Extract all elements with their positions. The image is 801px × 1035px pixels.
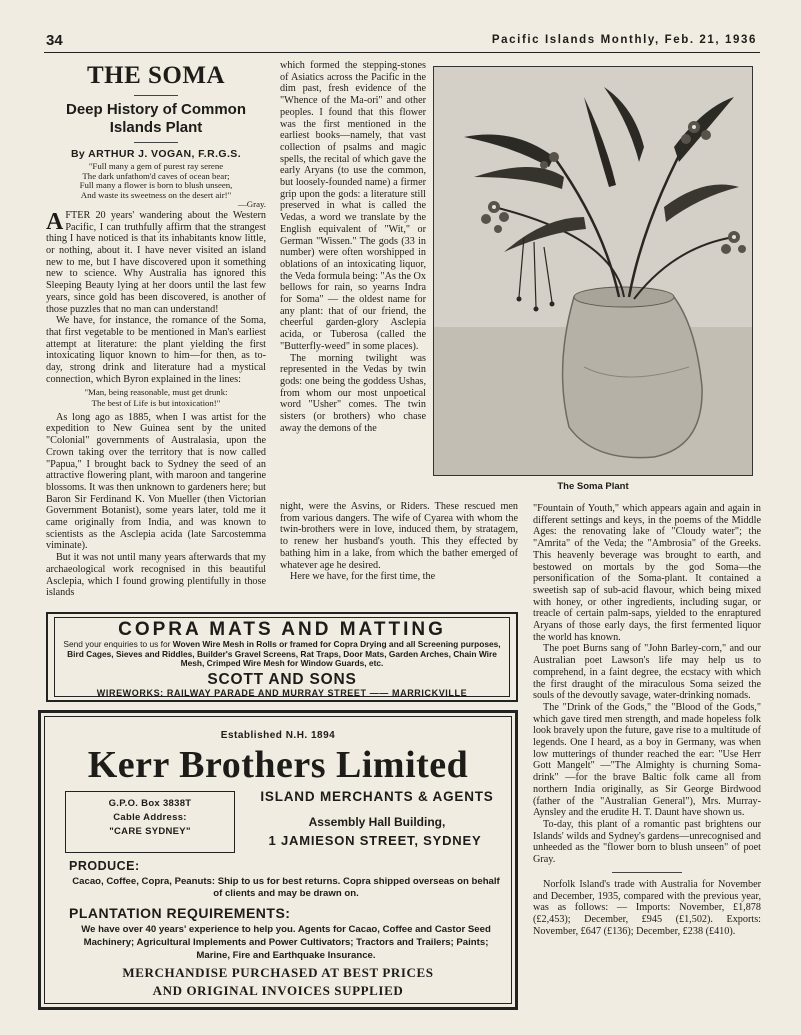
article-column-2 <box>280 60 426 500</box>
kerr-company-name: Kerr Brothers Limited <box>87 744 469 786</box>
copra-mats-advertisement <box>46 612 518 702</box>
kerr-plantation-heading: PLANTATION REQUIREMENTS: <box>69 905 291 921</box>
kerr-po-box: G.P.O. Box 3838T <box>108 798 192 809</box>
byron-quote-line: "Man, being reasonable, must get drunk: <box>84 386 228 397</box>
copra-ad-company: SCOTT AND SONS <box>207 670 357 688</box>
kerr-tagline: ISLAND MERCHANTS & AGENTS <box>260 789 494 804</box>
drop-cap: A <box>46 208 64 235</box>
kerr-contact-box <box>65 791 235 853</box>
section-divider <box>612 872 682 873</box>
epigraph-line: And waste its sweetness on the desert air!" <box>80 189 232 200</box>
article-title: THE SOMA <box>86 62 226 89</box>
article-paragraph <box>46 210 266 315</box>
article-paragraph: As long ago as 1885, when I was artist for the expedition to New Guinea sent by the united "Colonial" governments of Australasia, upon the Crown taking over the territory that is now called "Papua," I brought back to Sydney the seed of an attractive flowering plant, with maroon and tangerine blossoms. It was then unknown to gardeners here; but Baron Sir Ferdinand K. Von Mueller (then Victorian Government Botanist), some years later, told me it came originally from India, and was known to scientists as the Asclepia acida (late Sarcostemma viminate). <box>46 411 266 552</box>
article-column-1 <box>46 60 266 605</box>
article-paragraph: which formed the stepping-stones of Asiatics across the Pacific in the dim past, fresh evidence of the "Whence of the Ma-ori" and other peoples. I found that this flower was the first mentioned in the earliest books—namely, that vast collection of psalms and magic spells, the recital of which gave the early Aryans (to use the common, but loosely-founded name) a firmer grip upon the gods: a literature still preserved in what is called the Vedas, a word we translate by the English equivalent of "Wit," or German "Wissen." The gods (33 in number) were often worshipped in oblations of an intoxicating liquor, the Veda formula being: "As the Ox bellows for rain, so yearns Indra for Soma" — the oldest name for any plant: that of our friend, the cheerful garden-glory Asclepia acida, or Tuberosa (called the "Butterfly-weed" in some places). <box>280 60 426 352</box>
byron-quote-line: The best of Life is but intoxication!" <box>91 398 221 409</box>
kerr-street: 1 JAMIESON STREET, SYDNEY <box>268 833 482 848</box>
article-paragraph: "Fountain of Youth," which appears again and again in different settings and keys, in the poems of the Middle Ages: the renovating lake of "Cloudy water"; the "Amrita" of the Veda; the "Ambrosia" of the Greeks. This heavenly beverage was brought to earth, and bestowed on mortals by the god Soma—the personification of the Soma-plant. It contained a sweetish sap of sub-acid flavour, which being mixed with honey, or other ingredients, including sugar, or treacle of certain palm-saps, yielded to the enraptured Aryans of those early days, the first fermented liquor the world has known. <box>533 503 761 643</box>
copra-ad-title: COPRA MATS AND MATTING <box>118 619 446 640</box>
publication-title: Pacific Islands Monthly, Feb. 21, 1936 <box>491 34 757 46</box>
copra-ad-products: Woven Wire Mesh in Rolls or framed for Copra Drying and all Screening purposes, Bird Cages, Sieves and Riddles, Builder's Gravel Screens, Rat Traps, Door Mats, Garden Arches, Chain Wire Mesh, Crimped Wire Mesh for Window Guards, etc. <box>67 639 501 669</box>
epigraph-line: Full many a flower is born to blush unseen, <box>79 180 233 191</box>
article-paragraph: To-day, this plant of a romantic past brightens our Islands' wilds and Sydney's gardens—unrecognised and unheeded as the "flower born to blush unseen" of poet Gray. <box>533 818 761 866</box>
kerr-cable-label: Cable Address: <box>113 812 187 823</box>
photo-caption: The Soma Plant <box>557 481 629 492</box>
epigraph-attribution: —Gray. <box>237 199 266 210</box>
header-rule <box>44 52 760 53</box>
subtitle-divider <box>134 142 178 143</box>
norfolk-trade-note: Norfolk Island's trade with Australia for November and December, 1935, compared with the previous year, was as follows: — Imports: November, £1,878 (£2,453); December, £945 (£1,502). Exports: November, £647 (£136); December, £238 (£410). <box>533 878 761 937</box>
epigraph-line: "Full many a gem of purest ray serene <box>88 161 224 171</box>
kerr-produce-heading: PRODUCE: <box>69 859 140 873</box>
plant-illustration <box>434 67 753 476</box>
article-paragraph: But it was not until many years afterwards that my archaeological work recognised in this beautiful Asclepia, which I found growing plentifully in those islands <box>46 552 266 599</box>
article-paragraph: night, were the Asvins, or Riders. These rescued men from various dangers. The wife of Cyarea with whom the twin-brothers were in love, induced them, by stratagem, to renew her husband's youth. This they effected by bathing him in a lake, from which the bather emerged of whatever age he desired. <box>280 501 518 571</box>
article-paragraph: Here we have, for the first time, the <box>290 571 436 583</box>
kerr-cable-address: "CARE SYDNEY" <box>109 826 191 837</box>
article-subtitle: Deep History of Common Islands Plant <box>65 101 246 136</box>
paragraph-text: FTER 20 years' wandering about the Western Pacific, I can truthfully affirm that the strangest thing I have noticed is that its inhabitants know little, or nothing, about it. I have never visited an island new to me, but I have discovered upon it something new to science. Why Australia has ignored this Sleeping Beauty lying at her doors until the last few years, since gold has been discovered, is another of those puzzles that no man can understand! <box>46 209 266 315</box>
kerr-ad-inner <box>44 716 512 1004</box>
kerr-merchandise-line: AND ORIGINAL INVOICES SUPPLIED <box>152 983 404 998</box>
kerr-merchandise-line: MERCHANDISE PURCHASED AT BEST PRICES <box>122 965 434 980</box>
kerr-brothers-advertisement <box>38 710 518 1010</box>
article-column-3 <box>533 503 761 968</box>
article-byline: By ARTHUR J. VOGAN, F.R.G.S. <box>70 148 242 160</box>
copra-ad-intro: Send your enquiries to us for <box>63 639 171 649</box>
kerr-produce-text: Cacao, Coffee, Copra, Peanuts: Ship to us for best returns. Copra shipped overseas on behalf of clients and may be drawn on. <box>72 876 500 899</box>
article-paragraph: The morning twilight was represented in the Vedas by twin gods: one being the goddess Ushas, from whom our most unpoetical word "Usher" comes. The twin sisters (or brothers) who chase away the demons of the <box>280 352 426 434</box>
soma-plant-photo <box>433 66 753 476</box>
copra-ad-body <box>59 640 505 669</box>
title-divider <box>134 95 178 96</box>
page-number: 34 <box>46 32 63 49</box>
copra-ad-inner <box>54 617 510 697</box>
kerr-building: Assembly Hall Building, <box>308 815 446 829</box>
article-paragraph: The "Drink of the Gods," the "Blood of the Gods," which gave tired men strength, and made hopeless folk look bravely upon the future, gave rise to a multitude of legends. One I heard, as a boy in Germany, was when low mutterings of thunder reached the ear: "Use Herr Gott Mangelt" —"The Almighty is churning Soma-drink" —for the brave Baltic folk came all from northern India originally, as Sir George Birdwood (father of the "Australian General"), Mrs. Murray-Aynsley and the erudite H. T. Daunt have shown us. <box>533 701 761 819</box>
article-paragraph: We have, for instance, the romance of the Soma, that first vegetable to be mentioned in Man's earliest attempt at literature: the plant yielding the first intoxicating liquor known to him—for then, as to-day, strong drink and literature had a mystical connection, which Byron explained in the lines: <box>46 315 266 385</box>
kerr-established: Established N.H. 1894 <box>220 730 336 741</box>
copra-ad-address: WIREWORKS: RAILWAY PARADE AND MURRAY STREET —— MARRICKVILLE <box>96 687 468 698</box>
epigraph-line: The dark unfathom'd caves of ocean bear; <box>82 170 230 181</box>
kerr-plantation-text: We have over 40 years' experience to help you. Agents for Cacao, Coffee and Castor Seed Machinery; Agricultural Implements and Power Cultivators; Tractors and Trailers; Paints; Marine, Fire and Earthquake Insurance. <box>81 924 491 961</box>
article-paragraph: The poet Burns sang of "John Barley-corn," and our Australian poet Lawson's life may help us to comprehend, in a faint degree, the ecstacy with which the first draught of the miraculous Soma seized the souls of the devoutly savage, water-drinking nomads. <box>533 643 761 702</box>
article-column-2-continued <box>280 501 518 605</box>
